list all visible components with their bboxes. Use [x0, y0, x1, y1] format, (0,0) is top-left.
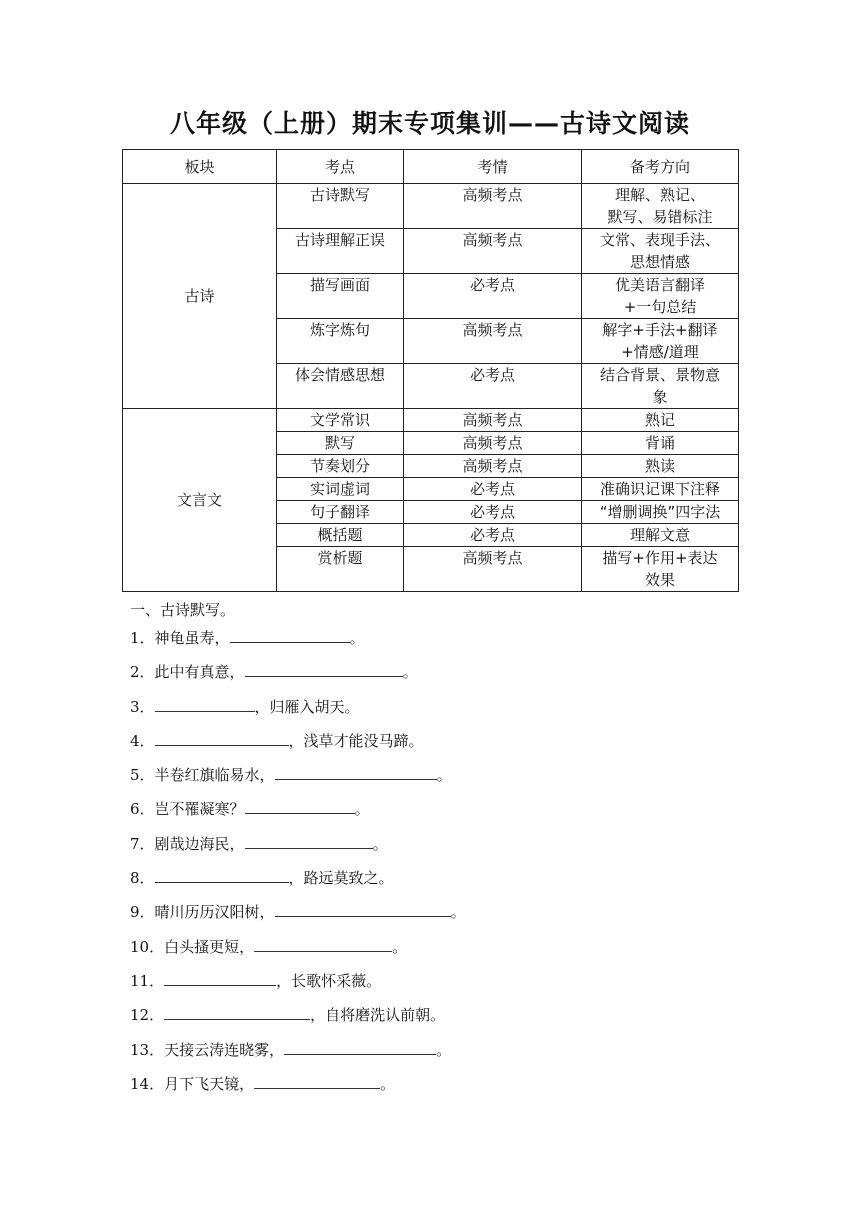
direction-cell — [582, 547, 739, 592]
question-text: ，浅草才能没马蹄。 — [288, 731, 424, 750]
question-text: 。 — [372, 834, 388, 853]
direction-line: +情感/道理 — [621, 343, 699, 361]
question-number: 12． — [130, 1006, 165, 1025]
direction-line: 优美语言翻译 — [614, 276, 705, 294]
direction-line: 象 — [652, 388, 668, 406]
frequency-cell: 高频考点 — [404, 229, 582, 274]
question-item — [130, 1002, 750, 1036]
direction-cell — [582, 364, 739, 409]
direction-cell: “增删调换”四字法 — [582, 501, 739, 524]
point-cell: 炼字炼句 — [277, 319, 404, 364]
direction-line: 默写、易错标注 — [607, 208, 713, 226]
question-text: 此中有真意， — [154, 663, 245, 682]
answer-blank[interactable] — [284, 1037, 436, 1055]
header-frequency: 考情 — [404, 150, 582, 184]
direction-line: 解字+手法+翻译 — [602, 321, 718, 339]
question-text: ，归雁入胡天。 — [254, 697, 360, 716]
answer-blank[interactable] — [254, 934, 392, 952]
answer-blank[interactable] — [155, 865, 289, 883]
direction-line: 思想情感 — [629, 253, 690, 271]
answer-blank[interactable] — [245, 831, 373, 849]
direction-cell: 背诵 — [582, 432, 739, 455]
frequency-cell: 必考点 — [404, 274, 582, 319]
direction-line: 效果 — [644, 571, 675, 589]
section-heading: 一、古诗默写。 — [130, 601, 236, 619]
frequency-cell: 必考点 — [404, 524, 582, 547]
question-text: 神龟虽寿， — [154, 629, 230, 647]
question-number: 4． — [130, 731, 155, 750]
point-cell: 体会情感思想 — [277, 364, 404, 409]
direction-cell — [582, 274, 739, 319]
table-header-row — [123, 150, 739, 184]
point-cell: 句子翻译 — [277, 501, 404, 524]
question-item — [130, 694, 750, 728]
frequency-cell: 高频考点 — [404, 319, 582, 364]
direction-line: 描写+作用+表达 — [602, 549, 718, 567]
frequency-cell: 高频考点 — [404, 432, 582, 455]
question-item — [130, 762, 750, 796]
question-text: ，自将磨洗认前朝。 — [310, 1006, 446, 1025]
question-item — [130, 796, 750, 830]
frequency-cell: 高频考点 — [404, 547, 582, 592]
question-item — [130, 968, 750, 1002]
direction-line: 文常、表现手法、 — [599, 231, 720, 249]
point-cell: 文学常识 — [277, 409, 404, 432]
question-item — [130, 625, 750, 659]
answer-blank[interactable] — [275, 762, 437, 780]
frequency-cell: 必考点 — [404, 501, 582, 524]
question-item — [130, 1071, 750, 1105]
point-cell: 赏析题 — [277, 547, 404, 592]
frequency-cell: 必考点 — [404, 364, 582, 409]
question-number: 14． — [130, 1074, 165, 1093]
direction-cell: 熟记 — [582, 409, 739, 432]
block-classical-chinese: 文言文 — [123, 409, 277, 592]
question-number: 8． — [130, 869, 155, 888]
point-cell: 古诗默写 — [277, 184, 404, 229]
table-row — [123, 184, 739, 229]
question-text: 晴川历历汉阳树， — [154, 903, 275, 922]
question-text: 。 — [402, 663, 418, 682]
question-text: 。 — [436, 766, 452, 785]
question-item — [130, 899, 750, 933]
direction-cell — [582, 229, 739, 274]
question-number: 6． — [130, 800, 155, 819]
question-text: 剧哉边海民， — [154, 834, 245, 853]
question-list — [130, 597, 750, 1105]
answer-blank[interactable] — [245, 796, 355, 814]
question-number: 9． — [130, 903, 155, 922]
question-number: 7． — [130, 834, 155, 853]
frequency-cell: 必考点 — [404, 478, 582, 501]
question-text: 天接云涛连晓雾， — [164, 1040, 285, 1059]
question-text: ，长歌怀采薇。 — [276, 971, 382, 990]
question-text: ，路远莫致之。 — [288, 869, 394, 888]
question-item — [130, 831, 750, 865]
answer-blank[interactable] — [275, 899, 451, 917]
point-cell: 概括题 — [277, 524, 404, 547]
question-number: 2． — [130, 663, 155, 682]
header-block: 板块 — [123, 150, 277, 184]
direction-cell: 熟读 — [582, 455, 739, 478]
point-cell: 默写 — [277, 432, 404, 455]
direction-cell: 理解文意 — [582, 524, 739, 547]
question-number: 10． — [130, 937, 165, 956]
question-text: 月下飞天镜， — [164, 1074, 255, 1093]
answer-blank[interactable] — [155, 728, 289, 746]
question-text: 。 — [450, 903, 466, 922]
direction-line: +一句总结 — [623, 298, 697, 316]
question-number: 11． — [130, 971, 165, 990]
answer-blank[interactable] — [230, 625, 350, 643]
question-text: 。 — [380, 1074, 396, 1093]
question-number: 1． — [130, 629, 155, 647]
answer-blank[interactable] — [245, 659, 403, 677]
point-cell: 节奏划分 — [277, 455, 404, 478]
question-item — [130, 659, 750, 693]
question-text: 。 — [436, 1040, 452, 1059]
frequency-cell: 高频考点 — [404, 184, 582, 229]
answer-blank[interactable] — [164, 968, 276, 986]
question-text: 岂不罹凝寒？ — [154, 800, 245, 819]
question-number: 3． — [130, 697, 155, 716]
direction-line: 理解、熟记、 — [614, 186, 705, 204]
question-text: 。 — [354, 800, 370, 819]
direction-line: 结合背景、景物意 — [599, 366, 720, 384]
question-item — [130, 728, 750, 762]
header-point: 考点 — [277, 150, 404, 184]
question-text: 。 — [349, 629, 365, 647]
question-number: 13． — [130, 1040, 165, 1059]
point-cell: 古诗理解正误 — [277, 229, 404, 274]
question-text: 。 — [392, 937, 408, 956]
question-item — [130, 1037, 750, 1071]
page-title: 八年级（上册）期末专项集训——古诗文阅读 — [169, 109, 690, 138]
question-item — [130, 865, 750, 899]
direction-cell: 准确识记课下注释 — [582, 478, 739, 501]
table-row — [123, 409, 739, 432]
answer-blank[interactable] — [164, 1002, 310, 1020]
direction-cell — [582, 319, 739, 364]
question-number: 5． — [130, 766, 155, 785]
exam-points-table — [122, 149, 739, 592]
answer-blank[interactable] — [155, 694, 255, 712]
point-cell: 描写画面 — [277, 274, 404, 319]
frequency-cell: 高频考点 — [404, 455, 582, 478]
question-text: 白头搔更短， — [164, 937, 255, 956]
direction-cell — [582, 184, 739, 229]
block-poetry: 古诗 — [123, 184, 277, 409]
question-item — [130, 934, 750, 968]
question-text: 半卷红旗临易水， — [154, 766, 275, 785]
answer-blank[interactable] — [254, 1071, 380, 1089]
point-cell: 实词虚词 — [277, 478, 404, 501]
header-direction: 备考方向 — [582, 150, 739, 184]
frequency-cell: 高频考点 — [404, 409, 582, 432]
